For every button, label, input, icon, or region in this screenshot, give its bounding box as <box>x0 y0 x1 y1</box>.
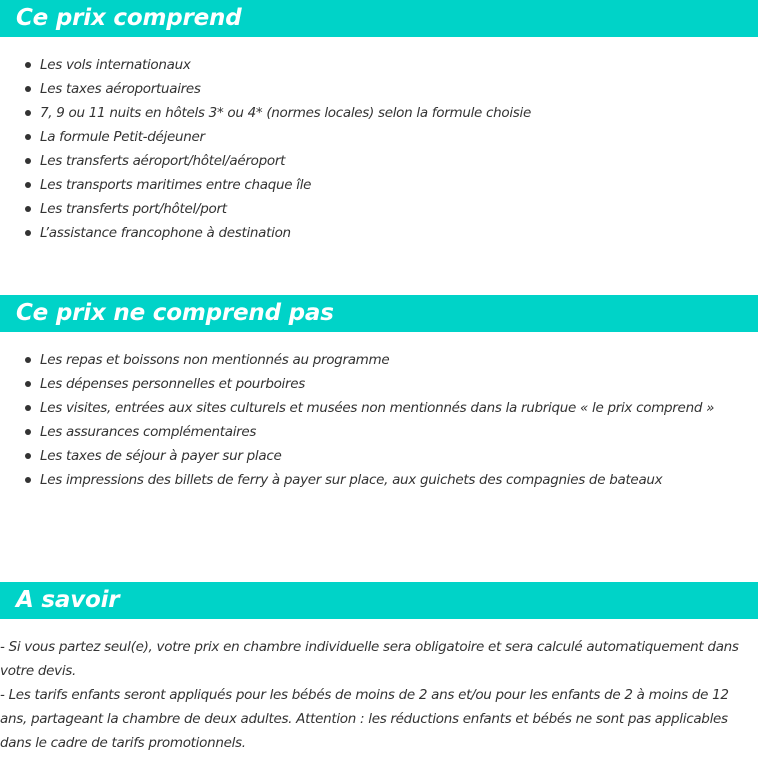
list-item-text: Les vols internationaux <box>40 57 191 73</box>
bullet-icon <box>25 230 31 236</box>
list-item <box>0 173 758 197</box>
list-item <box>0 348 758 372</box>
list-item-text: Les taxes aéroportuaires <box>40 81 201 97</box>
bullet-icon <box>25 206 31 212</box>
list-item-text: Les transferts port/hôtel/port <box>40 201 227 217</box>
list-item-text: Les dépenses personnelles et pourboires <box>40 376 305 392</box>
bullet-icon <box>25 381 31 387</box>
list-item <box>0 396 758 420</box>
bullet-icon <box>25 62 31 68</box>
list-item-text: La formule Petit-déjeuner <box>40 129 205 145</box>
bullet-icon <box>25 110 31 116</box>
included-section-header: Ce prix comprend <box>0 0 758 37</box>
bullet-icon <box>25 429 31 435</box>
list-item-text: L’assistance francophone à destination <box>40 225 291 241</box>
list-item-text: Les assurances complémentaires <box>40 424 257 440</box>
list-item <box>0 221 758 245</box>
included-list <box>0 53 758 245</box>
list-item-text: Les impressions des billets de ferry à payer sur place, aux guichets des compagnies de bateaux <box>40 472 663 488</box>
list-item <box>0 372 758 396</box>
bullet-icon <box>25 405 31 411</box>
bullet-icon <box>25 453 31 459</box>
info-paragraph-child-rates: - Les tarifs enfants seront appliqués pour les bébés de moins de 2 ans et/ou pour les enfants de 2 à moins de 12 ans, partageant la chambre de deux adultes. Attention : les réductions enfants et bébés ne sont pas applicables dans le cadre de tarifs promotionnels. <box>0 687 729 751</box>
list-item-text: Les visites, entrées aux sites culturels et musées non mentionnés dans la rubrique « le prix comprend » <box>40 400 715 416</box>
list-item-text: Les transferts aéroport/hôtel/aéroport <box>40 153 286 169</box>
bullet-icon <box>25 134 31 140</box>
bullet-icon <box>25 86 31 92</box>
list-item <box>0 444 758 468</box>
excluded-list <box>0 348 758 492</box>
info-section-header: A savoir <box>0 582 758 619</box>
list-item <box>0 468 758 492</box>
bullet-icon <box>25 182 31 188</box>
list-item-text: 7, 9 ou 11 nuits en hôtels 3* ou 4* (normes locales) selon la formule choisie <box>40 105 531 121</box>
list-item <box>0 101 758 125</box>
list-item-text: Les transports maritimes entre chaque île <box>40 177 312 193</box>
list-item <box>0 197 758 221</box>
bullet-icon <box>25 357 31 363</box>
bullet-icon <box>25 158 31 164</box>
list-item-text: Les taxes de séjour à payer sur place <box>40 448 282 464</box>
list-item <box>0 420 758 444</box>
list-item <box>0 53 758 77</box>
list-item-text: Les repas et boissons non mentionnés au programme <box>40 352 390 368</box>
list-item <box>0 149 758 173</box>
excluded-section-header: Ce prix ne comprend pas <box>0 295 758 332</box>
list-item <box>0 77 758 101</box>
info-paragraph-single-room: - Si vous partez seul(e), votre prix en chambre individuelle sera obligatoire et sera calculé automatiquement dans votre devis. <box>0 639 739 679</box>
list-item <box>0 125 758 149</box>
bullet-icon <box>25 477 31 483</box>
